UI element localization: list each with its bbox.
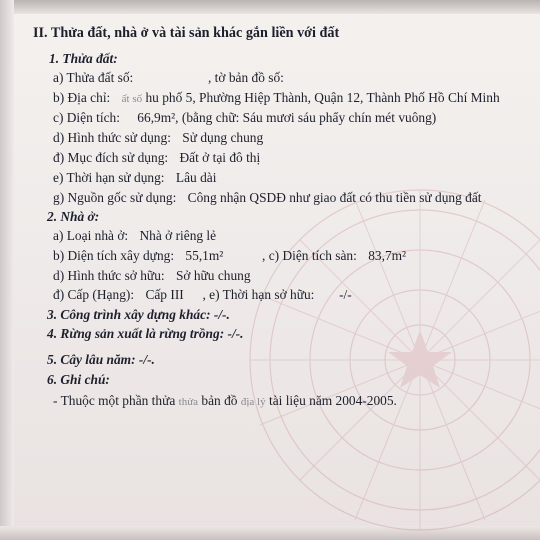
label: a) Thửa đất số: [53,70,134,85]
perennial-trees: 5. Cây lâu năm: -/-. [47,352,155,367]
emblem-watermark [240,180,540,540]
note-mid: bản đồ [201,393,238,408]
note-end: tài liệu năm 2004-2005. [268,393,397,408]
value: Sử dụng chung [182,130,264,145]
value: 66,9m², (bằng chữ: Sáu mươi sáu phẩy chín mét vuông) [137,110,437,125]
note-faded-2: địa lý [240,396,266,408]
label: đ) Cấp (Hạng): [53,287,135,302]
label: , e) Thời hạn sở hữu: [202,287,315,302]
value: Đất ở tại đô thị [179,150,261,165]
notes-heading: 6. Ghi chú: [47,372,110,387]
land-parcel-number [53,70,284,86]
land-use-purpose [53,150,260,166]
house-build-area [53,248,406,264]
paper-edge-top [0,0,540,14]
note-text [53,393,397,410]
land-heading: 1. Thửa đất: [49,51,118,66]
label: đ) Mục đích sử dụng: [53,150,169,165]
value: , tờ bản đồ số: [207,70,284,85]
value: Nhà ở riêng lẻ [139,228,217,243]
production-forest: 4. Rừng sản xuất là rừng trồng: -/-. [47,326,244,341]
value: Cấp III [145,287,184,302]
label: e) Thời hạn sử dụng: [53,170,165,185]
land-area [53,110,436,126]
label: c) Diện tích: [53,110,120,125]
house-grade [53,287,352,303]
label: d) Hình thức sử dụng: [53,130,171,145]
note-start: - Thuộc một phần thửa [53,393,176,408]
faded-text: ất số [121,93,143,105]
other-construction: 3. Công trình xây dựng khác: -/-. [47,307,230,322]
label: b) Diện tích xây dựng: [53,248,175,263]
house-ownership [53,268,251,284]
label: b) Địa chỉ: [53,90,111,105]
label: d) Hình thức sở hữu: [53,268,165,283]
land-use-form [53,130,263,146]
land-use-term [53,170,216,186]
land-address [53,90,500,107]
paper-edge-left [0,0,14,540]
note-faded-1: thửa [178,396,199,408]
value: hu phố 5, Phường Hiệp Thành, Quận 12, Thành Phố Hồ Chí Minh [145,90,500,105]
label: g) Nguồn gốc sử dụng: [53,190,177,205]
value: 55,1m² [185,248,224,263]
value: Công nhận QSDĐ như giao đất có thu tiền sử dụng đất [187,190,482,205]
section-title: II. Thửa đất, nhà ở và tài sản khác gắn liền với đất [33,25,340,41]
value: Sở hữu chung [175,268,251,283]
label: , c) Diện tích sàn: [262,248,357,263]
house-heading: 2. Nhà ở: [47,209,100,224]
label: a) Loại nhà ở: [53,228,129,243]
value: 83,7m² [368,248,407,263]
value: Lâu dài [175,170,217,185]
house-type [53,228,216,244]
value: -/- [339,287,352,302]
land-use-origin [53,190,482,206]
